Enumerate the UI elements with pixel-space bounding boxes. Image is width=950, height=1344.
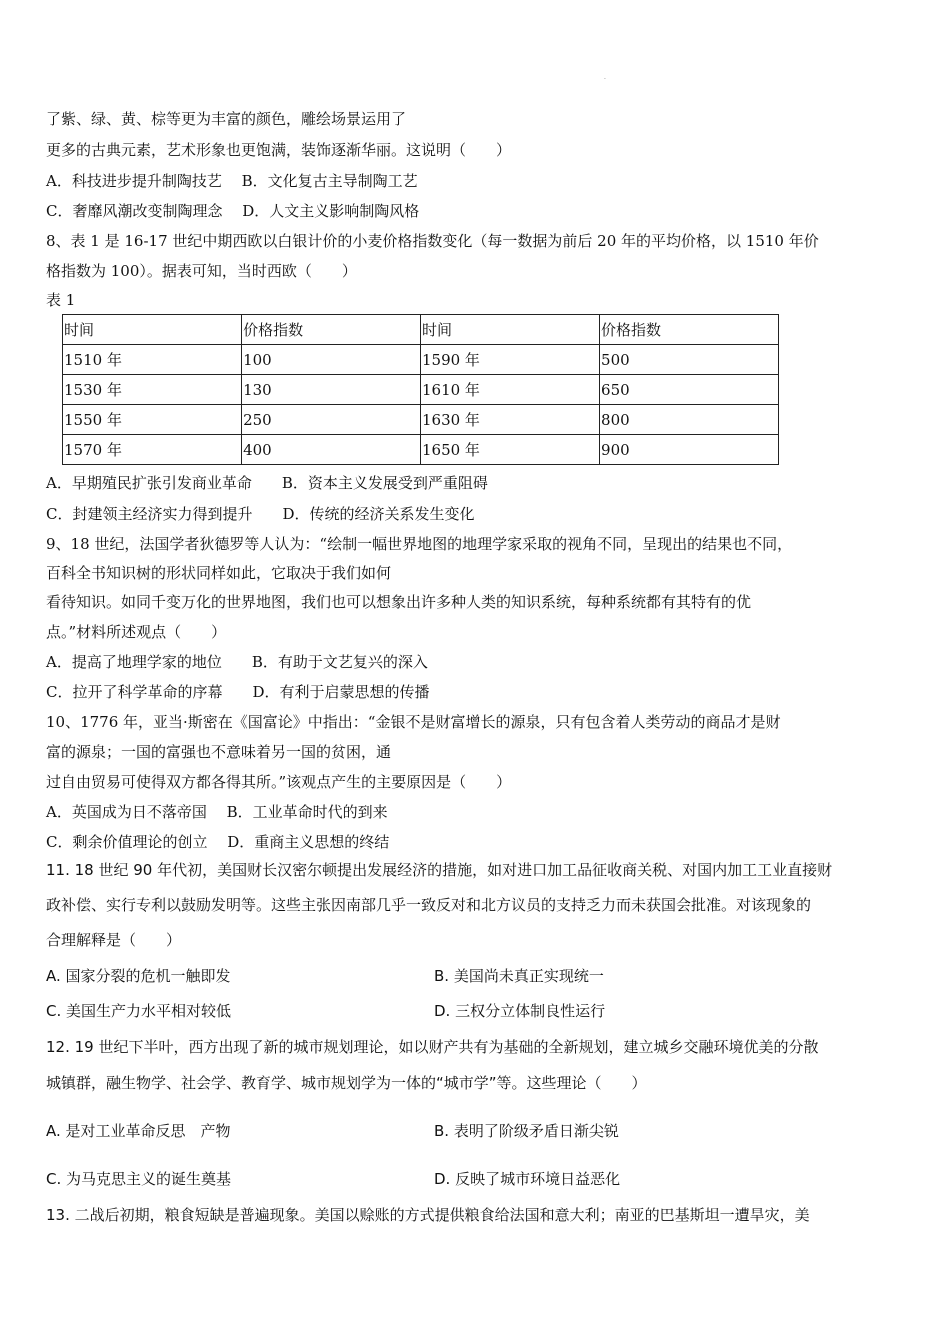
q8-options-cd: C．封建领主经济实力得到提升 D．传统的经济关系发生变化 [46,505,475,523]
table-cell: 1590 年 [420,345,599,375]
q11-option-c: C. 美国生产力水平相对较低 [46,1002,232,1020]
table-cell: 1630 年 [420,405,599,435]
q11-line-1: 11. 18 世纪 90 年代初，美国财长汉密尔顿提出发展经济的措施，如对进口加工品征收商关税、对国内加工工业直接财 [46,861,833,879]
q8-line-2: 格指数为 100）。据表可知，当时西欧（ ） [46,262,357,280]
table-row [63,345,779,375]
q9-line-2: 百科全书知识树的形状同样如此，它取决于我们如何 [46,564,392,582]
table-cell: 650 [600,375,779,405]
table-cell: 100 [242,345,421,375]
q9-options-cd: C．拉开了科学革命的序幕 D．有利于启蒙思想的传播 [46,683,430,701]
table-cell: 1550 年 [63,405,242,435]
q8-options-ab: A．早期殖民扩张引发商业革命 B．资本主义发展受到严重阻碍 [46,474,488,492]
table-cell: 400 [242,435,421,465]
q9-options-ab: A．提高了地理学家的地位 B．有助于文艺复兴的深入 [46,653,428,671]
q12-option-d: D. 反映了城市环境日益恶化 [434,1170,621,1188]
table-cell: 800 [600,405,779,435]
q7-options-ab: A．科技进步提升制陶技艺 B．文化复古主导制陶工艺 [46,172,418,190]
q9-line-4: 点。”材料所述观点（ ） [46,623,227,641]
table-caption: 表 1 [46,291,76,309]
q12-option-c: C. 为马克思主义的诞生奠基 [46,1170,232,1188]
table-row [63,375,779,405]
table-cell: 1530 年 [63,375,242,405]
q7-line-2: 更多的古典元素，艺术形象也更饱满，装饰逐渐华丽。这说明（ ） [46,141,512,159]
table-cell: 1650 年 [420,435,599,465]
q12-option-a: A. 是对工业革命反思 产物 [46,1122,231,1140]
q11-line-3: 合理解释是（ ） [46,931,182,949]
table-cell: 1570 年 [63,435,242,465]
q12-line-2: 城镇群，融生物学、社会学、教育学、城市规划学为一体的“城市学”等。这些理论（ ） [46,1074,647,1092]
q7-options-cd: C．奢靡风潮改变制陶理念 D．人文主义影响制陶风格 [46,202,420,220]
q10-line-1: 10、1776 年，亚当·斯密在《国富论》中指出：“金银不是财富增长的源泉，只有包含着人类劳动的商品才是财 [46,713,781,731]
table-cell: 1610 年 [420,375,599,405]
q11-line-2: 政补偿、实行专利以鼓励发明等。这些主张因南部几乎一致反对和北方议员的支持乏力而未获国会批准。对该现象的 [46,896,812,914]
table-header-cell: 时间 [420,315,599,345]
q10-options-ab: A．英国成为日不落帝国 B．工业革命时代的到来 [46,803,388,821]
table-header-row [63,315,779,345]
q10-line-2: 富的源泉；一国的富强也不意味着另一国的贫困，通 [46,743,392,761]
table-header-cell: 时间 [63,315,242,345]
q10-line-3: 过自由贸易可使得双方都各得其所。”该观点产生的主要原因是（ ） [46,773,512,791]
q7-line-1: 了紫、绿、黄、棕等更为丰富的颜色，雕绘场景运用了 [46,110,407,128]
q12-option-b: B. 表明了阶级矛盾日渐尖锐 [434,1122,619,1140]
q11-option-a: A. 国家分裂的危机一触即发 [46,967,231,985]
q8-line-1: 8、表 1 是 16-17 世纪中期西欧以白银计价的小麦价格指数变化（每一数据为前后 20 年的平均价格，以 1510 年价 [46,232,819,250]
table-cell: 130 [242,375,421,405]
table-cell: 250 [242,405,421,435]
table-cell: 500 [600,345,779,375]
price-index-table [62,314,779,465]
table-row [63,405,779,435]
q9-line-1: 9、18 世纪，法国学者狄德罗等人认为：“绘制一幅世界地图的地理学家采取的视角不同，呈现出的结果也不同， [46,535,793,553]
q11-option-b: B. 美国尚未真正实现统一 [434,967,604,985]
table-cell: 900 [600,435,779,465]
table-header-cell: 价格指数 [600,315,779,345]
q12-line-1: 12. 19 世纪下半叶，西方出现了新的城市规划理论，如以财产共有为基础的全新规划，建立城乡交融环境优美的分散 [46,1038,819,1056]
table-header-cell: 价格指数 [242,315,421,345]
top-mark: · [604,76,606,83]
q11-option-d: D. 三权分立体制良性运行 [434,1002,606,1020]
table-row [63,435,779,465]
table-cell: 1510 年 [63,345,242,375]
q9-line-3: 看待知识。如同千变万化的世界地图，我们也可以想象出许多种人类的知识系统，每种系统都有其特有的优 [46,593,752,611]
q10-options-cd: C．剩余价值理论的创立 D．重商主义思想的终结 [46,833,390,851]
q13-line-1: 13. 二战后初期，粮食短缺是普遍现象。美国以赊账的方式提供粮食给法国和意大利；南亚的巴基斯坦一遭旱灾，美 [46,1206,810,1224]
